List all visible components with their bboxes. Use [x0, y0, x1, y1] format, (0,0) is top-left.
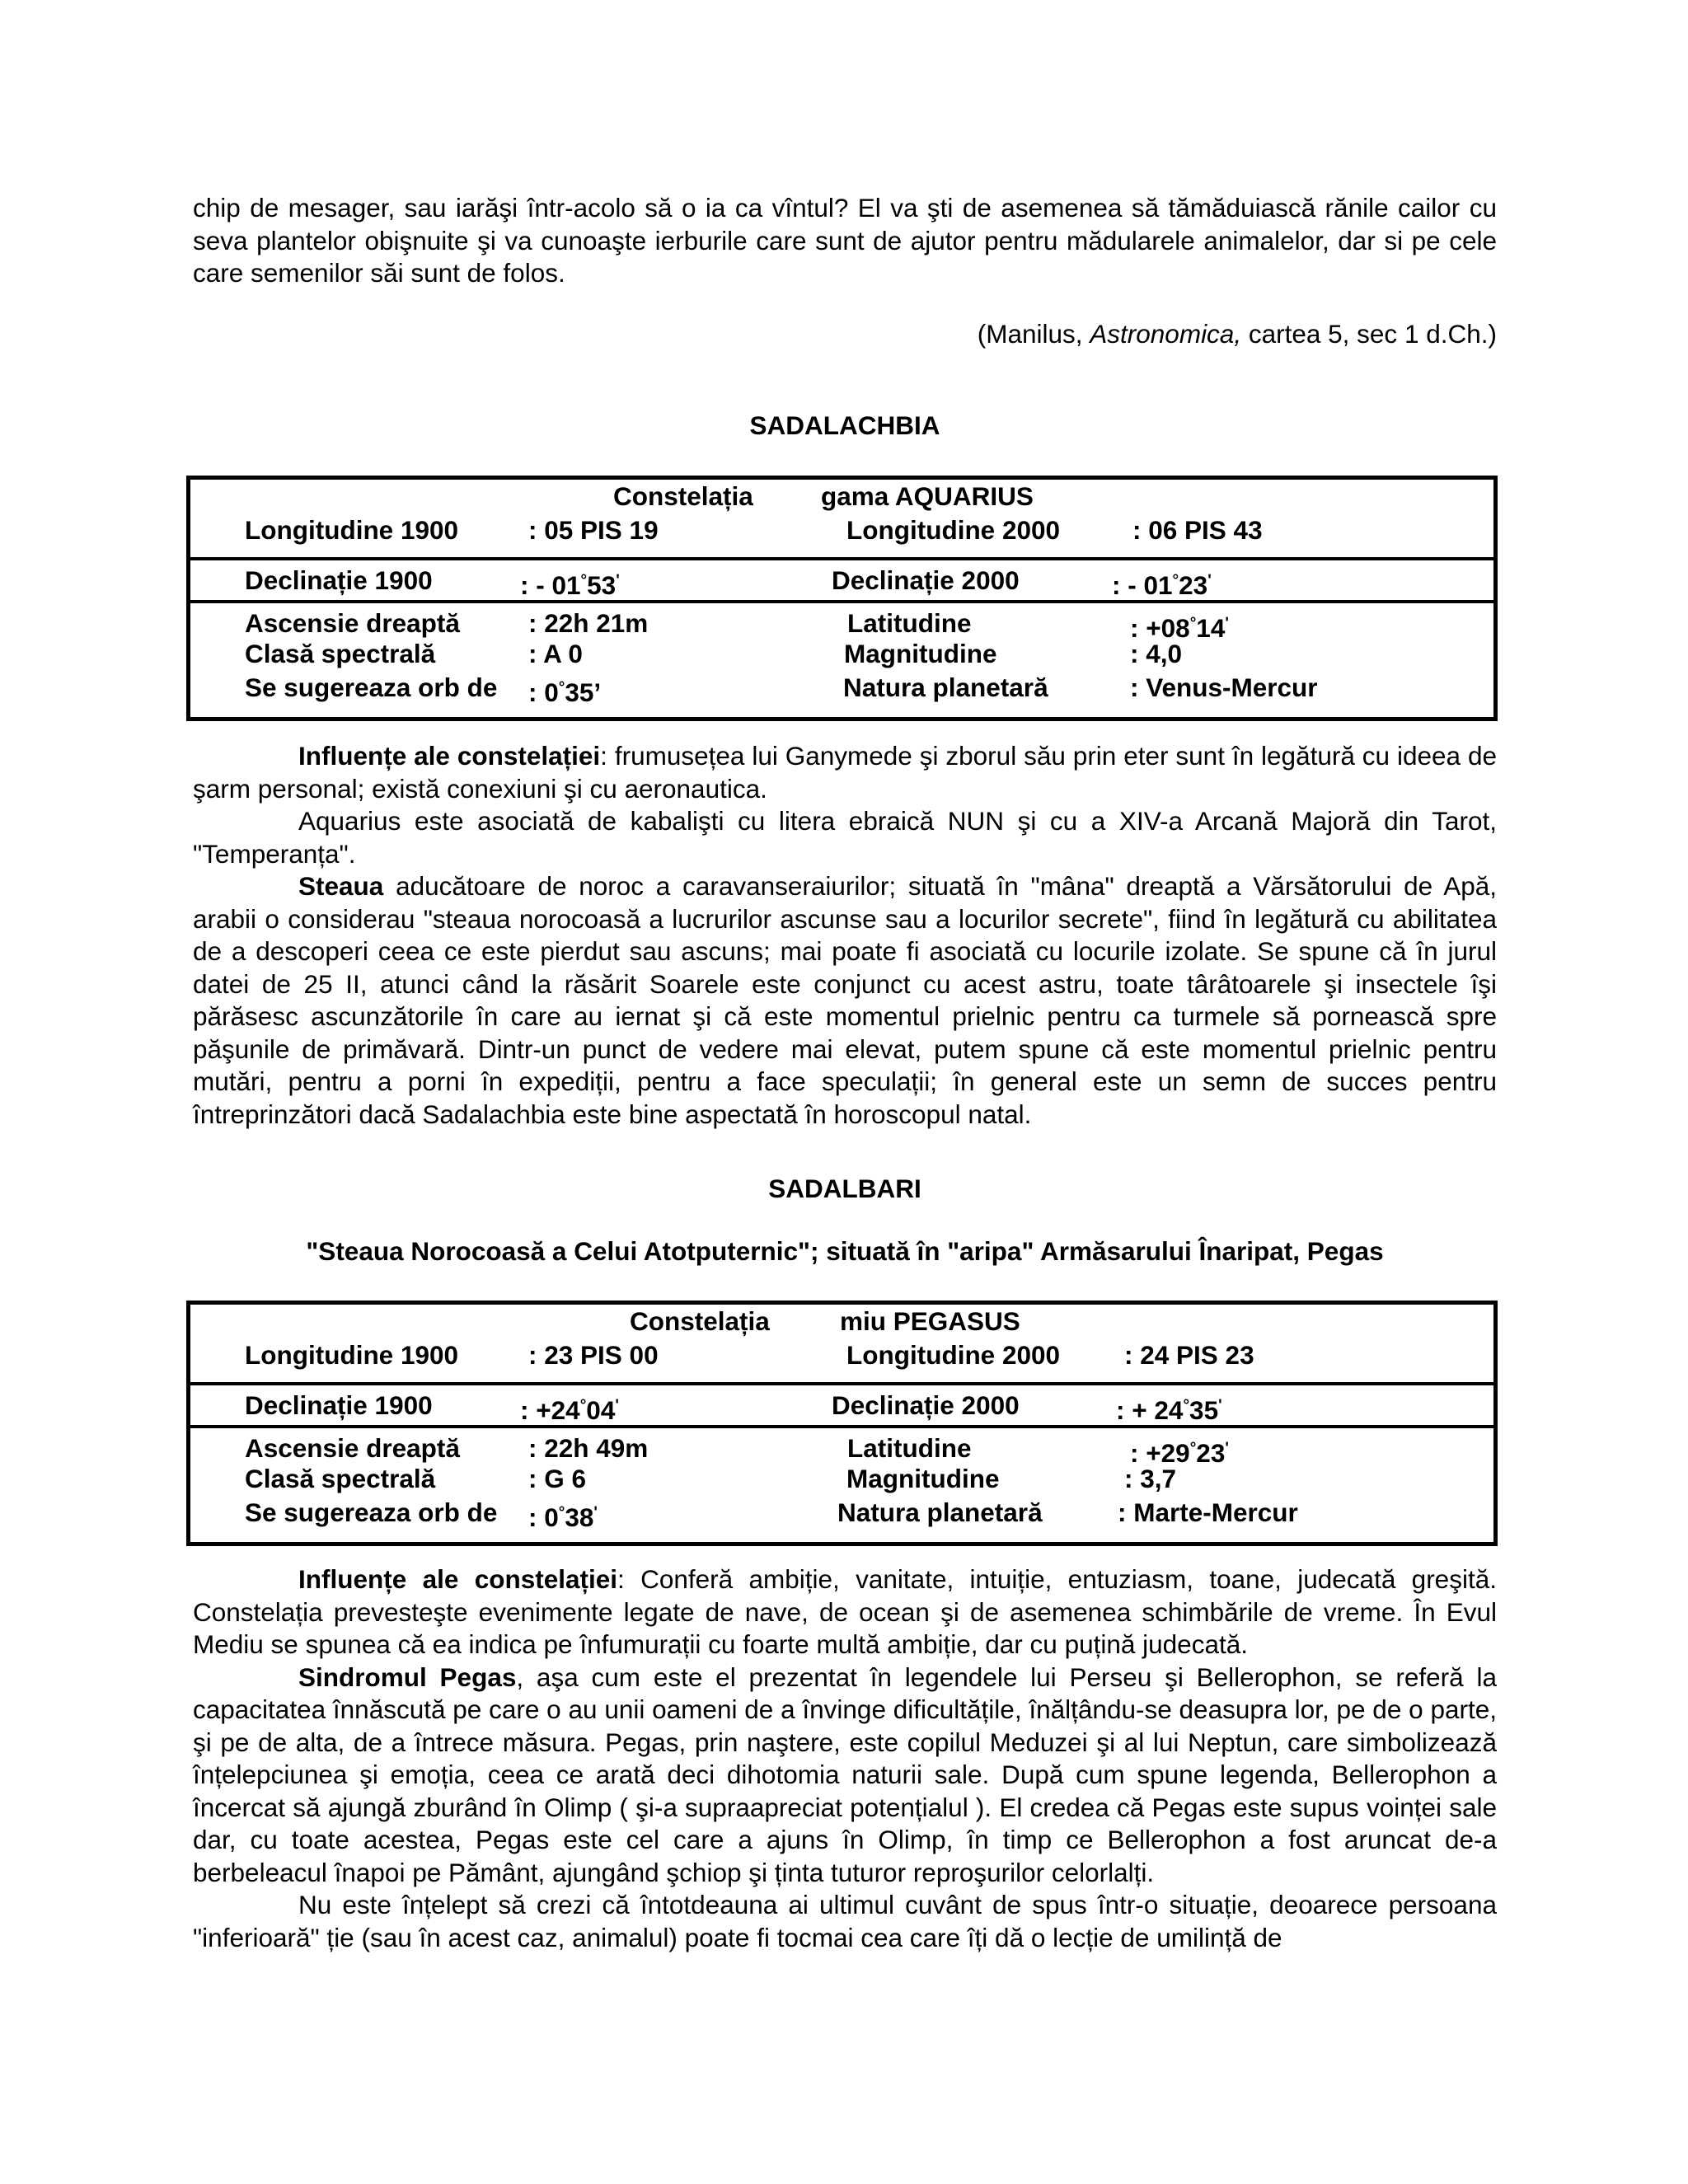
star1-long2000-value: : 06 PIS 43	[1132, 515, 1263, 545]
star2-influence-paragraph	[193, 1563, 1497, 1661]
intro-paragraph: chip de mesager, sau iarăşi într-acolo să o ia ca vîntul? El va şti de asemenea să tămăduiască rănile cailor cu seva plantelor obişnuite şi va cunoaşte ierburile care sunt de ajutor pentru mădularele animalelor, dar si pe cele care semenilor săi sunt de folos.	[193, 193, 1497, 288]
degree-symbol: °	[580, 572, 588, 589]
star2-orb-value: : 0	[528, 1502, 559, 1532]
star2-influence-heading: Influențe ale constelației	[298, 1564, 618, 1594]
star2-orb-cell	[528, 1496, 598, 1535]
citation	[978, 317, 1497, 350]
star2-orb-minutes: 38	[565, 1502, 594, 1532]
document-page	[193, 0, 1497, 2184]
star2-long2000-label: Longitudine 2000	[846, 1340, 1061, 1370]
star2-spectral-value: : G 6	[528, 1464, 587, 1493]
star2-ra-value: : 22h 49m	[528, 1433, 649, 1463]
star2-decl2000-cell	[1116, 1389, 1222, 1427]
degree-symbol: °	[1189, 1440, 1197, 1457]
star1-lat-minutes: 14	[1196, 613, 1226, 643]
degree-symbol: °	[558, 1504, 565, 1521]
star2-nature-value: : Marte-Mercur	[1118, 1497, 1298, 1527]
star1-steaua-paragraph	[193, 870, 1497, 1131]
minute-symbol: ʹ	[1207, 572, 1212, 589]
citation-prefix: (Manilus,	[977, 319, 1090, 349]
star2-title: SADALBARI	[768, 1174, 921, 1203]
star1-decl1900-value: : - 01	[520, 570, 581, 600]
star2-decl2000-value: : + 24	[1116, 1395, 1184, 1425]
star2-sindrom-paragraph	[193, 1661, 1497, 1890]
star2-orb-label: Se sugereaza orb de	[245, 1497, 498, 1527]
star1-table-section-constellation	[190, 480, 1493, 557]
star1-decl2000-cell	[1112, 564, 1212, 602]
star2-constellation-value: miu PEGASUS	[840, 1306, 1020, 1336]
star1-decl1900-label: Declinație 1900	[245, 565, 433, 595]
star1-lat-value: : +08	[1130, 613, 1190, 643]
star2-decl2000-label: Declinație 2000	[832, 1390, 1020, 1420]
star2-lat-value: : +29	[1130, 1438, 1190, 1468]
star2-table-section-details	[190, 1428, 1493, 1542]
star1-decl2000-label: Declinație 2000	[832, 565, 1020, 595]
star1-influence-heading: Influențe ale constelației	[298, 741, 601, 771]
star2-nature-label: Natura planetară	[837, 1497, 1043, 1527]
minute-symbol: ʹ	[616, 572, 620, 589]
star2-data-table	[186, 1301, 1498, 1546]
star2-sindrom-text: , aşa cum este el prezentat în legendele lui Perseu şi Bellerophon, se referă la capacitatea înnăscută pe care o au unii oameni de a învinge dificultățile, înălțându-se deasupra lor, pe de o parte, şi pe de alta, de a întrece măsura. Pegas, prin naştere, este copilul Meduzei şi al lui Neptun, care simbolizează înțelepciunea şi emoția, ceea ce arată deci dihotomia naturii sale. După cum spune legenda, Bellerophon a încercat să ajungă zburând în Olimp ( şi-a supraapreciat potențialul ). El credea că Pegas este supus voinței sale dar, cu toate acestea, Pegas este cel care a ajuns în Olimp, în timp ce Bellerophon a fost aruncat de-a berbeleacul înapoi pe Pământ, ajungând şchiop şi ținta tuturor reproşurilor celorlalți.	[193, 1661, 1498, 1887]
star2-table-section-declination	[190, 1382, 1493, 1428]
star1-spectral-value: : A 0	[528, 639, 583, 668]
star1-constellation-value: gama AQUARIUS	[821, 481, 1034, 511]
star2-spectral-label: Clasă spectrală	[245, 1464, 436, 1493]
star2-final-paragraph: Nu este înțelept să crezi că întotdeauna ai ultimul cuvânt de spus într-o situație, deoarece persoana "inferioară" ție (sau în acest caz, animalul) poate fi tocmai cea care îți dă o lecție de umilință de	[193, 1890, 1497, 1952]
star1-orb-label: Se sugereaza orb de	[245, 673, 498, 702]
star2-lat-label: Latitudine	[847, 1433, 972, 1463]
star2-subtitle: "Steaua Norocoasă a Celui Atotputernic"; situată în "aripa" Armăsarului Înaripat, Pegas	[306, 1236, 1384, 1266]
star1-long1900-label: Longitudine 1900	[245, 515, 459, 545]
star2-magnitude-value: : 3,7	[1124, 1464, 1177, 1493]
star2-sindrom-heading: Sindromul Pegas	[298, 1661, 517, 1692]
degree-symbol: °	[579, 1397, 587, 1414]
minute-symbol: ʹ	[1225, 1440, 1229, 1457]
star1-influence-paragraph	[193, 740, 1497, 805]
citation-title: Astronomica,	[1090, 319, 1242, 349]
star1-nature-label: Natura planetară	[843, 673, 1048, 702]
star1-title: SADALACHBIA	[749, 410, 940, 440]
star1-data-table	[186, 476, 1498, 721]
star2-decl1900-value: : +24	[520, 1395, 580, 1425]
star2-decl1900-minutes: 04	[586, 1395, 616, 1425]
star2-long2000-value: : 24 PIS 23	[1124, 1340, 1254, 1370]
star1-decl2000-minutes: 23	[1179, 570, 1208, 600]
minute-symbol: ʹ	[593, 1504, 598, 1521]
star1-table-section-details	[190, 603, 1493, 717]
star1-decl1900-cell	[520, 564, 620, 602]
star1-table-section-declination	[190, 557, 1493, 603]
star2-constellation-label: Constelația	[630, 1306, 770, 1336]
degree-symbol: °	[1172, 572, 1179, 589]
star1-ra-label: Ascensie dreaptă	[245, 608, 460, 638]
star1-decl1900-minutes: 53	[587, 570, 617, 600]
degree-symbol: °	[1183, 1397, 1190, 1414]
star1-orb-value: : 0	[528, 677, 559, 707]
star1-description	[193, 740, 1497, 1131]
star2-table-section-constellation	[190, 1305, 1493, 1382]
degree-symbol: °	[1189, 615, 1197, 632]
star1-long2000-label: Longitudine 2000	[846, 515, 1061, 545]
star1-lat-label: Latitudine	[847, 608, 972, 638]
star2-decl2000-minutes: 35	[1189, 1395, 1219, 1425]
star1-steaua-text: aducătoare de noroc a caravanseraiurilor; situată în "mâna" dreaptă a Vărsătorului de Apă, arabii o considerau "steaua norocoasă a lucrurilor ascunse sau a locurilor secrete", fiind în legătură cu abilitatea de a descoperi ceea ce este pierdut sau ascuns; mai poate fi asociată cu locurile izolate. Se spune că în jurul datei de 25 II, atunci când la răsărit Soarele este conjunct cu acest astru, toate târâtoarele şi insectele îşi părăsesc ascunzătorile în care au iernat şi că este momentul prielnic pentru ca turmele să pornească spre păşunile de primăvară. Dintr-un punct de vedere mai elevat, putem spune că este momentul prielnic pentru mutări, pentru a porni în expediții, pentru a face speculații; în general este un semn de succes pentru întreprinzători dacă Sadalachbia este bine aspectată în horoscopul natal.	[193, 871, 1497, 1129]
minute-symbol: ʹ	[1218, 1397, 1222, 1414]
star1-constellation-label: Constelația	[613, 481, 753, 511]
star2-long1900-value: : 23 PIS 00	[528, 1340, 659, 1370]
star1-nature-value: : Venus-Mercur	[1130, 673, 1318, 702]
star2-description	[193, 1563, 1497, 1954]
star1-long1900-value: : 05 PIS 19	[528, 515, 659, 545]
citation-suffix: cartea 5, sec 1 d.Ch.)	[1241, 319, 1497, 349]
star1-aquarius-paragraph: Aquarius este asociată de kabalişti cu litera ebraică NUN şi cu a XIV-a Arcană Majoră din Tarot, "Temperanța".	[193, 806, 1497, 869]
minute-symbol: ʹ	[615, 1397, 619, 1414]
star1-orb-minutes: 35’	[565, 677, 602, 707]
star2-decl1900-cell	[520, 1389, 619, 1427]
star2-magnitude-label: Magnitudine	[846, 1464, 1000, 1493]
star1-magnitude-value: : 4,0	[1130, 639, 1183, 668]
minute-symbol: ʹ	[1225, 615, 1229, 632]
star1-orb-cell	[528, 671, 601, 710]
degree-symbol: °	[558, 679, 565, 696]
star2-influence-text: : Conferă ambiție, vanitate, intuiție, entuziasm, toane, judecată greşită. Constelația prevesteşte evenimente legate de nave, de ocean şi de asemenea schimbările de vreme. În Evul Mediu se spunea că ea indica pe înfumurații cu foarte multă ambiție, dar cu puțină judecată.	[193, 1564, 1497, 1659]
star2-long1900-label: Longitudine 1900	[245, 1340, 459, 1370]
star1-spectral-label: Clasă spectrală	[245, 639, 436, 668]
star2-ra-label: Ascensie dreaptă	[245, 1433, 460, 1463]
star2-decl1900-label: Declinație 1900	[245, 1390, 433, 1420]
star1-influence-text: : frumusețea lui Ganymede şi zborul său prin eter sunt în legătură cu ideea de şarm personal; există conexiuni şi cu aeronautica.	[193, 741, 1497, 804]
star1-ra-value: : 22h 21m	[528, 608, 649, 638]
star1-steaua-heading: Steaua	[298, 871, 384, 901]
star1-decl2000-value: : - 01	[1112, 570, 1173, 600]
star2-lat-minutes: 23	[1196, 1438, 1226, 1468]
star1-magnitude-label: Magnitudine	[844, 639, 997, 668]
